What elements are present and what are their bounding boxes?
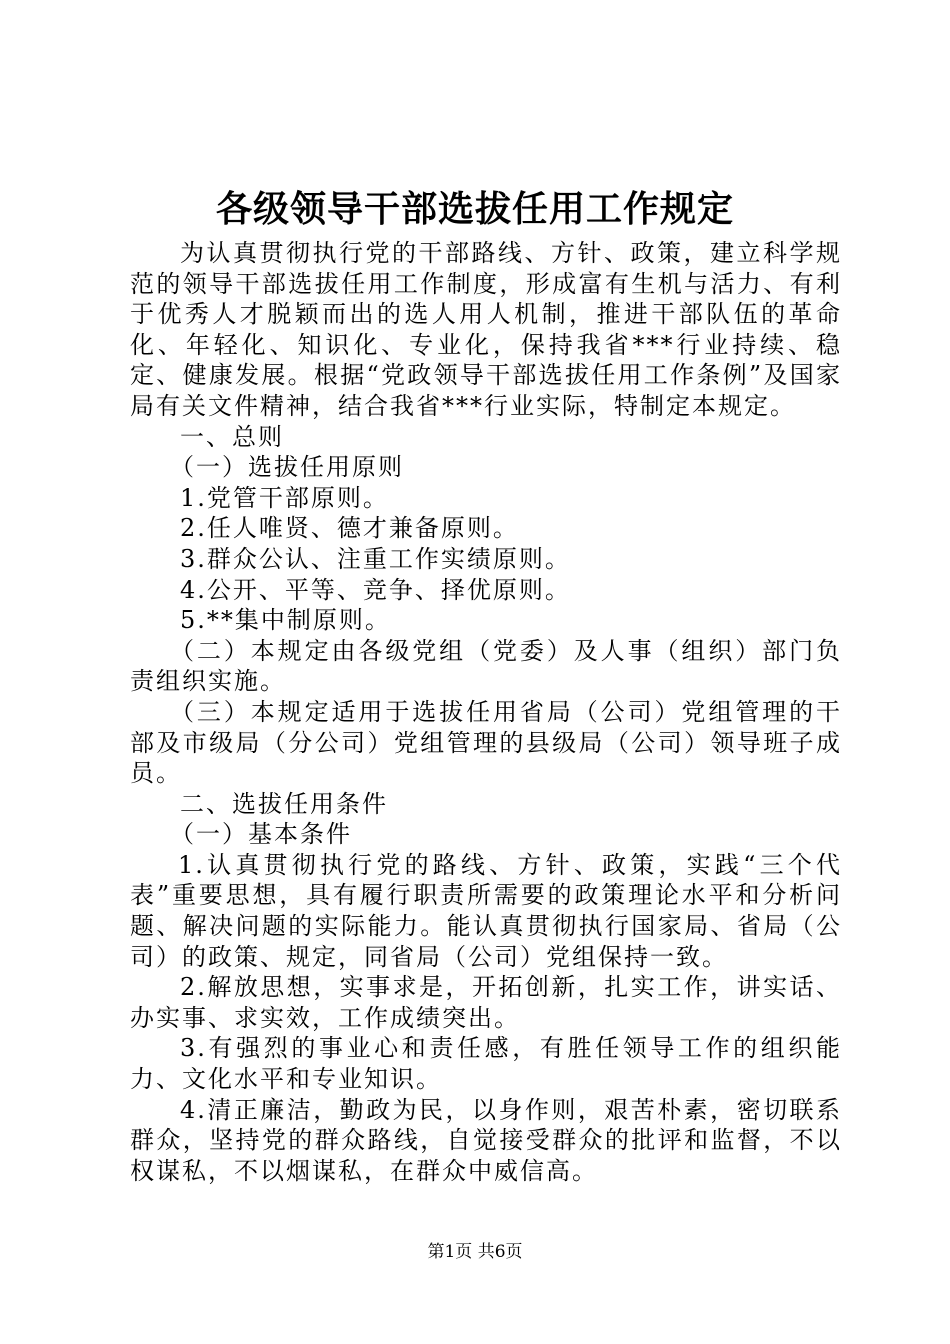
section-heading-general: 一、总则: [180, 422, 284, 451]
principle-item: 2.任人唯贤、德才兼备原则。: [180, 514, 519, 543]
principle-item: 3.群众公认、注重工作实绩原则。: [180, 544, 571, 573]
condition-item: 4.清正廉洁，勤政为民，以身作则，艰苦朴素，密切联系群众，坚持党的群众路线，自觉接受群众的批评和监督，不以权谋私，不以烟谋私，在群众中威信高。: [130, 1095, 842, 1185]
document-title: 各级领导干部选拔任用工作规定: [215, 188, 734, 230]
section-heading-conditions: 二、选拔任用条件: [180, 789, 388, 818]
document-body: [130, 238, 842, 1186]
principle-item: 1.党管干部原则。: [180, 483, 389, 512]
subsection-scope: （三）本规定适用于选拔任用省局（公司）党组管理的干部及市级局（分公司）党组管理的县级局（公司）领导班子成员。: [130, 697, 842, 788]
subsection-heading-principles: （一）选拔任用原则: [170, 453, 404, 482]
principle-item: 4.公开、平等、竞争、择优原则。: [180, 575, 571, 604]
page-footer: 第1页 共6页: [427, 1242, 523, 1262]
intro-paragraph: 为认真贯彻执行党的干部路线、方针、政策，建立科学规范的领导干部选拔任用工作制度，形成富有生机与活力、有利于优秀人才脱颖而出的选人用人机制，推进干部队伍的革命化、年轻化、知识化、专业化，保持我省***行业持续、稳定、健康发展。根据“党政领导干部选拔任用工作条例”及国家局有关文件精神，结合我省***行业实际，特制定本规定。: [130, 239, 842, 420]
subsection-heading-basic-conditions: （一）基本条件: [170, 820, 352, 849]
subsection-implementation: （二）本规定由各级党组（党委）及人事（组织）部门负责组织实施。: [130, 636, 842, 696]
condition-item: 1.认真贯彻执行党的路线、方针、政策，实践“三个代表”重要思想，具有履行职责所需要的政策理论水平和分析问题、解决问题的实际能力。能认真贯彻执行国家局、省局（公司）的政策、规定，同省局（公司）党组保持一致。: [130, 850, 842, 971]
principle-item: 5.**集中制原则。: [180, 606, 391, 635]
condition-item: 2.解放思想，实事求是，开拓创新，扎实工作，讲实话、办实事、求实效，工作成绩突出。: [130, 973, 842, 1032]
condition-item: 3.有强烈的事业心和责任感，有胜任领导工作的组织能力、文化水平和专业知识。: [130, 1034, 842, 1094]
